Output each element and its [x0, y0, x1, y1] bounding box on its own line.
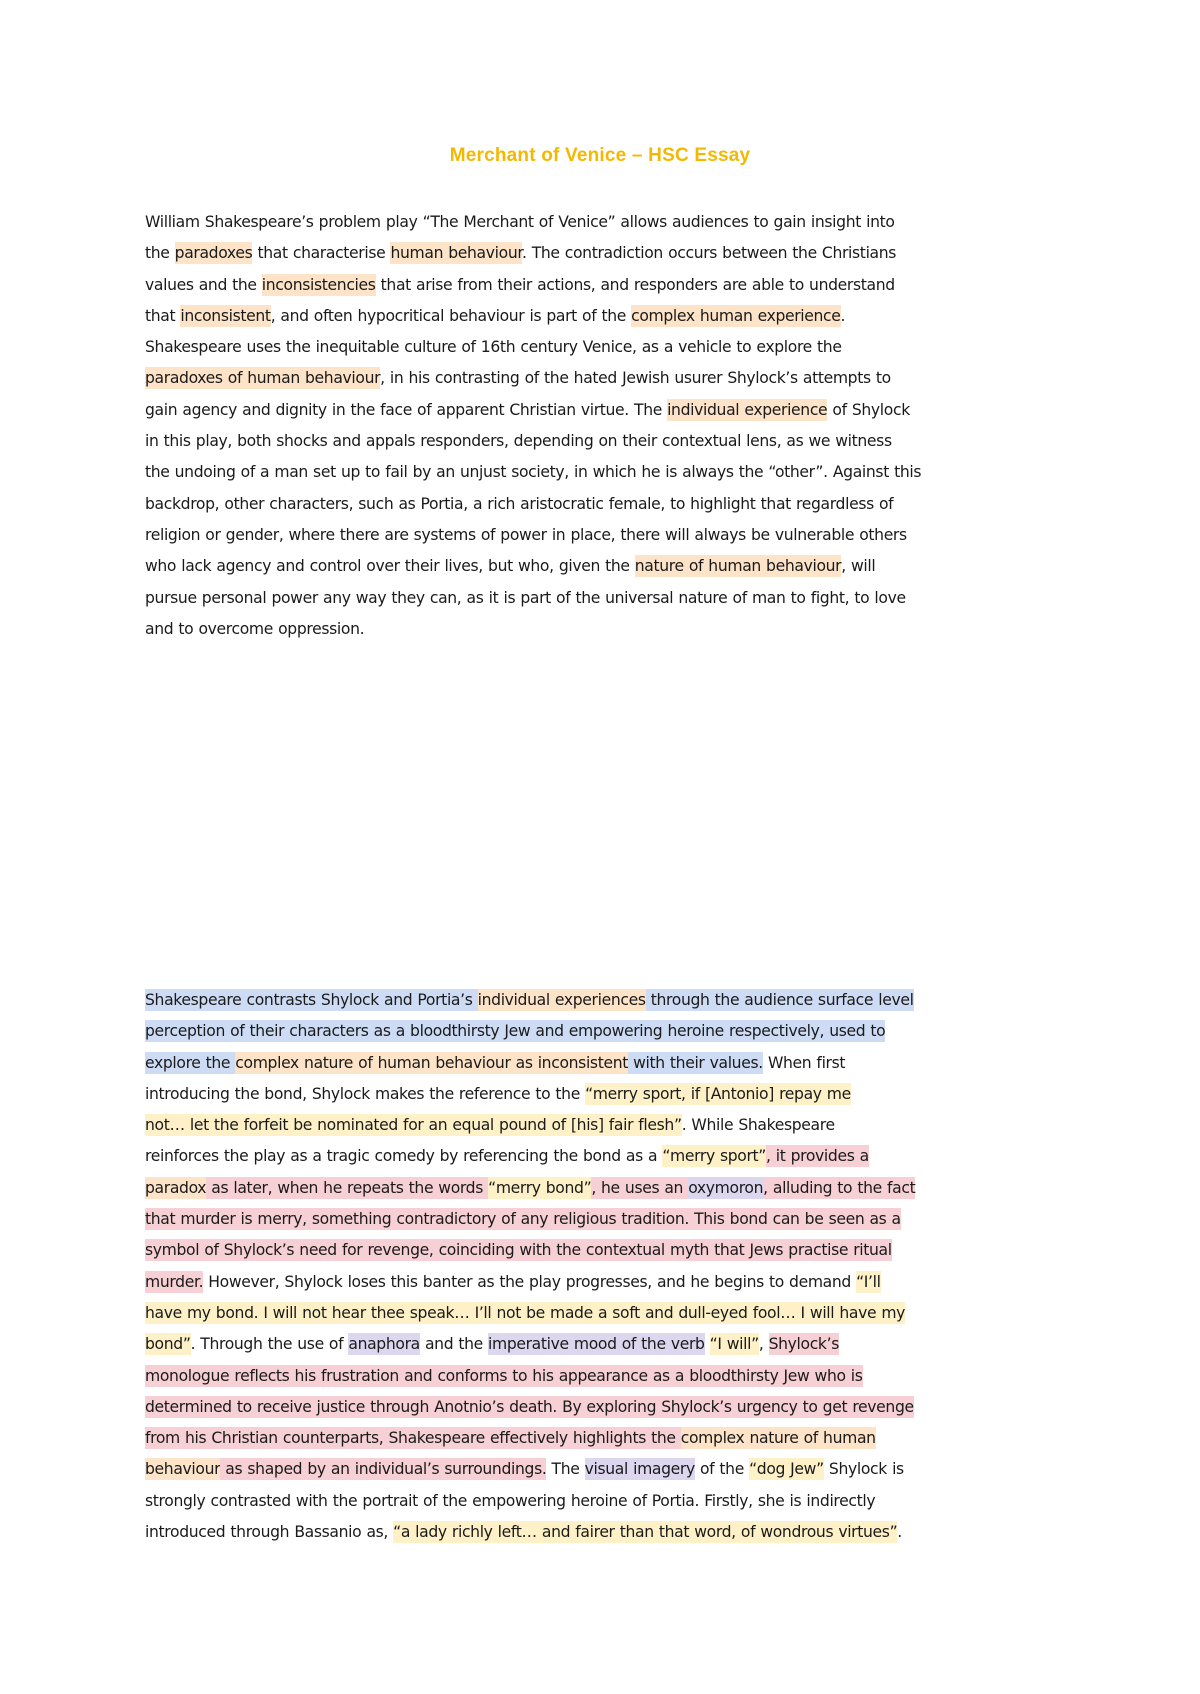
text-run: introducing the bond, Shylock makes the reference to the [145, 1084, 586, 1103]
text-line [145, 1173, 1065, 1204]
yellow-highlight: “dog Jew” [749, 1460, 824, 1479]
text-run: that [145, 306, 181, 325]
text-run: religion or gender, where there are systems of power in place, there will always be vulnerable others [145, 525, 907, 544]
text-run: . [897, 1523, 902, 1542]
text-line [145, 1517, 1065, 1548]
orange-highlight: inconsistencies [261, 275, 376, 294]
pink-highlight: determined to receive justice through Anotnio’s death. By exploring Shylock’s urgency to get revenge [145, 1397, 914, 1416]
orange-highlight: complex human experience [631, 306, 841, 325]
text-run: that characterise [252, 244, 391, 263]
body-paragraph-1 [145, 985, 1065, 1548]
document-title: Merchant of Venice – HSC Essay [449, 145, 751, 166]
yellow-highlight: “a lady richly left… and fairer than that word, of wondrous virtues” [393, 1523, 898, 1542]
orange-highlight: inconsistent [180, 306, 271, 325]
text-line [145, 301, 1065, 332]
text-run: and the [419, 1335, 488, 1354]
text-line [145, 207, 1065, 238]
yellow-highlight: “merry sport” [662, 1147, 767, 1166]
text-run: , in his contrasting of the hated Jewish usurer Shylock’s attempts to [380, 369, 891, 388]
text-run: Shylock is [823, 1460, 904, 1479]
blue-highlight: Shakespeare contrasts Shylock and Portia’s [145, 991, 478, 1009]
text-run: Shakespeare uses the inequitable culture of 16th century Venice, as a vehicle to explore the [145, 338, 842, 357]
pink-highlight: that murder is merry, something contradictory of any religious tradition. This bond can be seen as a [145, 1210, 901, 1229]
yellow-highlight: “I’ll [856, 1272, 881, 1291]
text-run: of Shylock [827, 400, 910, 419]
text-line [145, 1392, 1065, 1423]
text-line [145, 1141, 1065, 1172]
text-line [145, 520, 1065, 551]
text-line [145, 1329, 1065, 1360]
purple-highlight: visual imagery [584, 1460, 695, 1479]
text-line [145, 1454, 1065, 1485]
blue-highlight: explore the [145, 1053, 236, 1072]
orange-highlight: complex nature of human behaviour as inconsistent [235, 1053, 629, 1072]
text-line [145, 614, 1065, 645]
orange-highlight: paradox [145, 1178, 207, 1197]
text-line [145, 1079, 1065, 1110]
blue-highlight: with their values. [628, 1053, 763, 1072]
text-run: strongly contrasted with the portrait of the empowering heroine of Portia. Firstly, she is indirectly [145, 1491, 876, 1510]
text-run: The [546, 1460, 585, 1479]
purple-highlight: imperative mood of the verb [488, 1335, 705, 1354]
blue-highlight: perception of their characters as a bloodthirsty Jew and empowering heroine respectively, used to [145, 1022, 886, 1041]
text-run: , will [841, 557, 876, 576]
text-run: pursue personal power any way they can, as it is part of the universal nature of man to fight, to love [145, 588, 906, 607]
text-line [145, 1110, 1065, 1141]
yellow-highlight: “merry sport, if [Antonio] repay me [585, 1084, 851, 1103]
text-run: that arise from their actions, and responders are able to understand [375, 275, 895, 294]
text-run: gain agency and dignity in the face of apparent Christian virtue. The [145, 400, 668, 419]
pink-highlight: Shylock’s [768, 1335, 839, 1354]
text-line [145, 395, 1065, 426]
pink-highlight: from his Christian counterparts, Shakespeare effectively highlights the [145, 1429, 681, 1448]
orange-highlight: nature of human behaviour [634, 557, 842, 576]
text-run: However, Shylock loses this banter as the play progresses, and he begins to demand [203, 1272, 857, 1291]
text-run: When first [762, 1053, 846, 1072]
text-line [145, 1016, 1065, 1047]
yellow-highlight: bond” [145, 1335, 191, 1354]
text-run: , [758, 1335, 769, 1354]
text-line [145, 332, 1065, 363]
orange-highlight: paradoxes of human behaviour [145, 369, 381, 388]
text-line [145, 1423, 1065, 1454]
yellow-highlight: have my bond. I will not hear thee speak… I’ll not be made a soft and dull-eyed fool… I will have my [145, 1303, 906, 1322]
text-line [145, 1235, 1065, 1266]
text-line [145, 363, 1065, 394]
intro-paragraph [145, 207, 1065, 645]
pink-highlight: , it provides a [766, 1147, 869, 1166]
text-run: , and often hypocritical behaviour is part of the [270, 306, 632, 325]
pink-highlight: as later, when he repeats the words [206, 1178, 489, 1197]
orange-highlight: behaviour [145, 1460, 221, 1479]
text-run: William Shakespeare’s problem play “The Merchant of Venice” allows audiences to gain insight into [145, 213, 895, 231]
yellow-highlight: “I will” [709, 1335, 759, 1354]
text-run: who lack agency and control over their lives, but who, given the [145, 557, 635, 576]
yellow-highlight: “merry bond” [488, 1178, 592, 1197]
text-run: reinforces the play as a tragic comedy by referencing the bond as a [145, 1147, 663, 1166]
orange-highlight: paradoxes [174, 244, 253, 263]
orange-highlight: human behaviour [390, 244, 522, 263]
text-line [145, 985, 1065, 1016]
text-run: . Through the use of [190, 1335, 349, 1354]
orange-highlight: complex nature of human [680, 1429, 876, 1448]
text-run: and to overcome oppression. [145, 619, 365, 638]
purple-highlight: oxymoron [688, 1178, 764, 1197]
text-run: introduced through Bassanio as, [145, 1523, 394, 1542]
text-run: in this play, both shocks and appals responders, depending on their contextual lens, as we witness [145, 432, 892, 451]
text-run: . The contradiction occurs between the Christians [521, 244, 897, 263]
text-run: . [840, 306, 846, 325]
text-run: values and the [145, 275, 262, 294]
text-line [145, 1361, 1065, 1392]
text-run: backdrop, other characters, such as Portia, a rich aristocratic female, to highlight that regardless of [145, 494, 894, 513]
text-line [145, 1048, 1065, 1079]
text-line [145, 457, 1065, 488]
text-line [145, 1204, 1065, 1235]
pink-highlight: murder. [145, 1272, 204, 1291]
text-line [145, 1267, 1065, 1298]
pink-highlight: symbol of Shylock’s need for revenge, coinciding with the contextual myth that Jews practise ritual [145, 1241, 892, 1260]
text-line [145, 1298, 1065, 1329]
blue-highlight: through the audience surface level [645, 991, 914, 1009]
text-line [145, 551, 1065, 582]
text-line [145, 1486, 1065, 1517]
pink-highlight: , alluding to the fact [763, 1178, 916, 1197]
text-run [705, 1333, 710, 1355]
text-run: the undoing of a man set up to fail by an unjust society, in which he is always the “other”. Against this [145, 463, 922, 482]
text-run: . While Shakespeare [681, 1116, 835, 1135]
text-line [145, 583, 1065, 614]
text-line [145, 489, 1065, 520]
yellow-highlight: not… let the forfeit be nominated for an equal pound of [his] fair flesh” [145, 1116, 682, 1135]
text-line [145, 426, 1065, 457]
pink-highlight: monologue reflects his frustration and conforms to his appearance as a bloodthirsty Jew who is [145, 1366, 863, 1385]
text-line [145, 238, 1065, 269]
purple-highlight: anaphora [348, 1335, 420, 1354]
orange-highlight: individual experiences [477, 991, 646, 1009]
text-run: of the [694, 1460, 750, 1479]
pink-highlight: , he uses an [591, 1178, 689, 1197]
text-run: the [145, 244, 175, 263]
text-line [145, 270, 1065, 301]
orange-highlight: individual experience [667, 400, 828, 419]
pink-highlight: as shaped by an individual’s surroundings. [220, 1460, 547, 1479]
